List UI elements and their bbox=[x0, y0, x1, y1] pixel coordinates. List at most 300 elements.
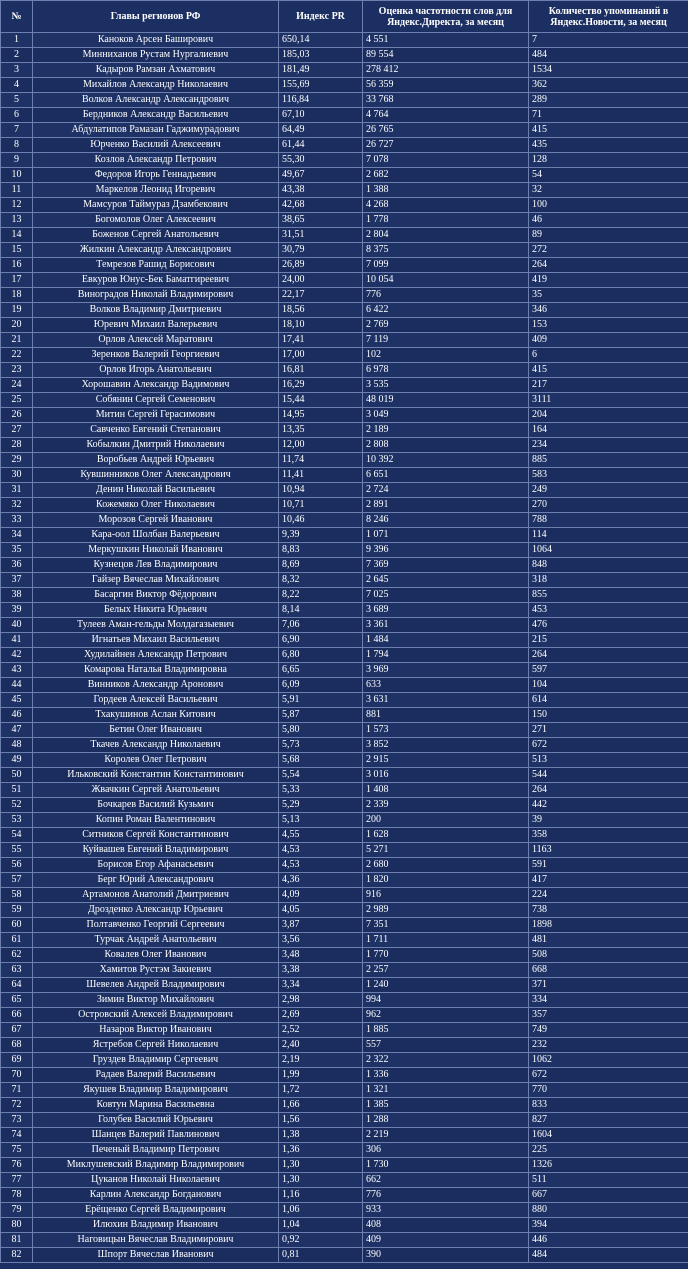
table-row bbox=[1, 783, 688, 798]
cell-name: Мамсуров Таймураз Дзамбекович bbox=[33, 198, 279, 213]
cell-num: 64 bbox=[1, 978, 33, 993]
cell-news-mentions: 224 bbox=[529, 888, 688, 903]
cell-pr-index: 1,30 bbox=[279, 1158, 363, 1173]
cell-news-mentions: 394 bbox=[529, 1218, 688, 1233]
cell-num: 49 bbox=[1, 753, 33, 768]
cell-name: Юрченко Василий Алексеевич bbox=[33, 138, 279, 153]
cell-name: Белых Никита Юрьевич bbox=[33, 603, 279, 618]
cell-frequency: 10 392 bbox=[363, 453, 529, 468]
cell-news-mentions: 249 bbox=[529, 483, 688, 498]
table-row bbox=[1, 153, 688, 168]
cell-pr-index: 3,34 bbox=[279, 978, 363, 993]
cell-name: Орлов Игорь Анатольевич bbox=[33, 363, 279, 378]
cell-news-mentions: 513 bbox=[529, 753, 688, 768]
cell-pr-index: 5,33 bbox=[279, 783, 363, 798]
table-row bbox=[1, 468, 688, 483]
cell-frequency: 1 288 bbox=[363, 1113, 529, 1128]
cell-name: Меркушкин Николай Иванович bbox=[33, 543, 279, 558]
cell-pr-index: 61,44 bbox=[279, 138, 363, 153]
cell-news-mentions: 583 bbox=[529, 468, 688, 483]
cell-num: 38 bbox=[1, 588, 33, 603]
cell-num: 41 bbox=[1, 633, 33, 648]
cell-num: 7 bbox=[1, 123, 33, 138]
cell-frequency: 2 219 bbox=[363, 1128, 529, 1143]
table-row bbox=[1, 1068, 688, 1083]
table-row bbox=[1, 768, 688, 783]
cell-frequency: 306 bbox=[363, 1143, 529, 1158]
cell-pr-index: 4,53 bbox=[279, 843, 363, 858]
cell-pr-index: 0,81 bbox=[279, 1248, 363, 1263]
cell-frequency: 3 631 bbox=[363, 693, 529, 708]
cell-frequency: 4 551 bbox=[363, 33, 529, 48]
cell-pr-index: 10,46 bbox=[279, 513, 363, 528]
cell-name: Маркелов Леонид Игоревич bbox=[33, 183, 279, 198]
cell-name: Игнатьев Михаил Васильевич bbox=[33, 633, 279, 648]
cell-frequency: 776 bbox=[363, 288, 529, 303]
cell-news-mentions: 880 bbox=[529, 1203, 688, 1218]
cell-pr-index: 15,44 bbox=[279, 393, 363, 408]
cell-num: 57 bbox=[1, 873, 33, 888]
cell-num: 75 bbox=[1, 1143, 33, 1158]
cell-pr-index: 8,14 bbox=[279, 603, 363, 618]
cell-news-mentions: 442 bbox=[529, 798, 688, 813]
cell-frequency: 7 099 bbox=[363, 258, 529, 273]
cell-pr-index: 8,32 bbox=[279, 573, 363, 588]
cell-name: Наговицын Вячеслав Владимирович bbox=[33, 1233, 279, 1248]
cell-pr-index: 16,29 bbox=[279, 378, 363, 393]
cell-news-mentions: 232 bbox=[529, 1038, 688, 1053]
cell-num: 32 bbox=[1, 498, 33, 513]
cell-frequency: 3 689 bbox=[363, 603, 529, 618]
table-row bbox=[1, 843, 688, 858]
cell-news-mentions: 334 bbox=[529, 993, 688, 1008]
cell-pr-index: 4,36 bbox=[279, 873, 363, 888]
cell-news-mentions: 7 bbox=[529, 33, 688, 48]
cell-name: Комарова Наталья Владимировна bbox=[33, 663, 279, 678]
cell-num: 6 bbox=[1, 108, 33, 123]
cell-frequency: 7 078 bbox=[363, 153, 529, 168]
cell-pr-index: 4,05 bbox=[279, 903, 363, 918]
cell-news-mentions: 417 bbox=[529, 873, 688, 888]
cell-news-mentions: 234 bbox=[529, 438, 688, 453]
cell-pr-index: 5,54 bbox=[279, 768, 363, 783]
cell-name: Кузнецов Лев Владимирович bbox=[33, 558, 279, 573]
cell-news-mentions: 357 bbox=[529, 1008, 688, 1023]
cell-num: 12 bbox=[1, 198, 33, 213]
cell-name: Кувшинников Олег Александрович bbox=[33, 468, 279, 483]
cell-num: 80 bbox=[1, 1218, 33, 1233]
cell-frequency: 916 bbox=[363, 888, 529, 903]
cell-name: Тхакушинов Аслан Китович bbox=[33, 708, 279, 723]
cell-frequency: 2 891 bbox=[363, 498, 529, 513]
table-row bbox=[1, 888, 688, 903]
cell-name: Кожемяко Олег Николаевич bbox=[33, 498, 279, 513]
cell-name: Шанцев Валерий Павлинович bbox=[33, 1128, 279, 1143]
cell-name: Кара-оол Шолбан Валерьевич bbox=[33, 528, 279, 543]
header-freq: Оценка частотности слов для Яндекс.Директа, за месяц bbox=[363, 1, 529, 33]
table-row bbox=[1, 813, 688, 828]
cell-name: Ястребов Сергей Николаевич bbox=[33, 1038, 279, 1053]
table-row bbox=[1, 708, 688, 723]
table-row bbox=[1, 993, 688, 1008]
table-row bbox=[1, 1038, 688, 1053]
table-row bbox=[1, 1023, 688, 1038]
cell-num: 62 bbox=[1, 948, 33, 963]
cell-pr-index: 17,41 bbox=[279, 333, 363, 348]
cell-news-mentions: 788 bbox=[529, 513, 688, 528]
cell-num: 10 bbox=[1, 168, 33, 183]
cell-pr-index: 6,09 bbox=[279, 678, 363, 693]
cell-pr-index: 5,73 bbox=[279, 738, 363, 753]
cell-pr-index: 10,71 bbox=[279, 498, 363, 513]
table-row bbox=[1, 333, 688, 348]
cell-num: 36 bbox=[1, 558, 33, 573]
cell-pr-index: 22,17 bbox=[279, 288, 363, 303]
cell-pr-index: 55,30 bbox=[279, 153, 363, 168]
cell-pr-index: 185,03 bbox=[279, 48, 363, 63]
cell-frequency: 3 361 bbox=[363, 618, 529, 633]
cell-frequency: 4 268 bbox=[363, 198, 529, 213]
cell-pr-index: 3,48 bbox=[279, 948, 363, 963]
cell-frequency: 1 336 bbox=[363, 1068, 529, 1083]
table-row bbox=[1, 1143, 688, 1158]
cell-frequency: 102 bbox=[363, 348, 529, 363]
cell-num: 18 bbox=[1, 288, 33, 303]
cell-num: 79 bbox=[1, 1203, 33, 1218]
cell-news-mentions: 481 bbox=[529, 933, 688, 948]
cell-name: Бочкарев Василий Кузьмич bbox=[33, 798, 279, 813]
cell-frequency: 1 408 bbox=[363, 783, 529, 798]
cell-pr-index: 11,74 bbox=[279, 453, 363, 468]
table-row bbox=[1, 513, 688, 528]
cell-num: 69 bbox=[1, 1053, 33, 1068]
cell-news-mentions: 453 bbox=[529, 603, 688, 618]
cell-pr-index: 650,14 bbox=[279, 33, 363, 48]
cell-pr-index: 8,69 bbox=[279, 558, 363, 573]
cell-pr-index: 38,65 bbox=[279, 213, 363, 228]
cell-frequency: 3 016 bbox=[363, 768, 529, 783]
cell-pr-index: 2,98 bbox=[279, 993, 363, 1008]
cell-name: Шевелев Андрей Владимирович bbox=[33, 978, 279, 993]
cell-news-mentions: 476 bbox=[529, 618, 688, 633]
table-row bbox=[1, 1098, 688, 1113]
cell-name: Куйвашев Евгений Владимирович bbox=[33, 843, 279, 858]
table-row bbox=[1, 273, 688, 288]
cell-num: 43 bbox=[1, 663, 33, 678]
cell-news-mentions: 104 bbox=[529, 678, 688, 693]
cell-name: Евкуров Юнус-Бек Баматгиреевич bbox=[33, 273, 279, 288]
cell-news-mentions: 318 bbox=[529, 573, 688, 588]
cell-name: Назаров Виктор Иванович bbox=[33, 1023, 279, 1038]
cell-num: 4 bbox=[1, 78, 33, 93]
table-row bbox=[1, 408, 688, 423]
cell-pr-index: 8,22 bbox=[279, 588, 363, 603]
cell-num: 46 bbox=[1, 708, 33, 723]
table-row bbox=[1, 1233, 688, 1248]
cell-pr-index: 6,65 bbox=[279, 663, 363, 678]
cell-num: 15 bbox=[1, 243, 33, 258]
cell-frequency: 33 768 bbox=[363, 93, 529, 108]
cell-frequency: 1 770 bbox=[363, 948, 529, 963]
cell-frequency: 3 852 bbox=[363, 738, 529, 753]
cell-name: Воробьев Андрей Юрьевич bbox=[33, 453, 279, 468]
cell-name: Полтавченко Георгий Сергеевич bbox=[33, 918, 279, 933]
header-num: № bbox=[1, 1, 33, 33]
cell-num: 19 bbox=[1, 303, 33, 318]
cell-frequency: 1 730 bbox=[363, 1158, 529, 1173]
cell-frequency: 7 351 bbox=[363, 918, 529, 933]
cell-name: Жвачкин Сергей Анатольевич bbox=[33, 783, 279, 798]
cell-name: Радаев Валерий Васильевич bbox=[33, 1068, 279, 1083]
cell-news-mentions: 272 bbox=[529, 243, 688, 258]
table-row bbox=[1, 1128, 688, 1143]
cell-frequency: 2 808 bbox=[363, 438, 529, 453]
cell-news-mentions: 672 bbox=[529, 1068, 688, 1083]
cell-name: Михайлов Александр Николаевич bbox=[33, 78, 279, 93]
cell-frequency: 1 484 bbox=[363, 633, 529, 648]
cell-num: 81 bbox=[1, 1233, 33, 1248]
cell-news-mentions: 409 bbox=[529, 333, 688, 348]
cell-name: Кобылкин Дмитрий Николаевич bbox=[33, 438, 279, 453]
cell-pr-index: 42,68 bbox=[279, 198, 363, 213]
cell-frequency: 6 422 bbox=[363, 303, 529, 318]
cell-num: 68 bbox=[1, 1038, 33, 1053]
cell-news-mentions: 89 bbox=[529, 228, 688, 243]
table-row bbox=[1, 873, 688, 888]
cell-news-mentions: 225 bbox=[529, 1143, 688, 1158]
cell-news-mentions: 484 bbox=[529, 48, 688, 63]
cell-news-mentions: 71 bbox=[529, 108, 688, 123]
cell-num: 65 bbox=[1, 993, 33, 1008]
cell-name: Бетин Олег Иванович bbox=[33, 723, 279, 738]
cell-pr-index: 4,55 bbox=[279, 828, 363, 843]
cell-num: 37 bbox=[1, 573, 33, 588]
cell-pr-index: 4,09 bbox=[279, 888, 363, 903]
cell-pr-index: 8,83 bbox=[279, 543, 363, 558]
cell-news-mentions: 270 bbox=[529, 498, 688, 513]
cell-frequency: 4 764 bbox=[363, 108, 529, 123]
cell-num: 8 bbox=[1, 138, 33, 153]
cell-frequency: 1 388 bbox=[363, 183, 529, 198]
cell-frequency: 2 339 bbox=[363, 798, 529, 813]
cell-news-mentions: 153 bbox=[529, 318, 688, 333]
table-row bbox=[1, 633, 688, 648]
cell-news-mentions: 150 bbox=[529, 708, 688, 723]
cell-pr-index: 64,49 bbox=[279, 123, 363, 138]
cell-frequency: 6 978 bbox=[363, 363, 529, 378]
cell-frequency: 2 680 bbox=[363, 858, 529, 873]
cell-frequency: 962 bbox=[363, 1008, 529, 1023]
cell-name: Богомолов Олег Алексеевич bbox=[33, 213, 279, 228]
cell-name: Груздев Владимир Сергеевич bbox=[33, 1053, 279, 1068]
cell-name: Дрозденко Александр Юрьевич bbox=[33, 903, 279, 918]
cell-pr-index: 3,38 bbox=[279, 963, 363, 978]
cell-news-mentions: 827 bbox=[529, 1113, 688, 1128]
cell-news-mentions: 362 bbox=[529, 78, 688, 93]
cell-num: 74 bbox=[1, 1128, 33, 1143]
cell-news-mentions: 415 bbox=[529, 363, 688, 378]
cell-frequency: 2 257 bbox=[363, 963, 529, 978]
cell-num: 78 bbox=[1, 1188, 33, 1203]
cell-name: Артамонов Анатолий Дмитриевич bbox=[33, 888, 279, 903]
table-row bbox=[1, 663, 688, 678]
cell-pr-index: 5,29 bbox=[279, 798, 363, 813]
table-row bbox=[1, 723, 688, 738]
cell-num: 58 bbox=[1, 888, 33, 903]
cell-news-mentions: 35 bbox=[529, 288, 688, 303]
table-row bbox=[1, 618, 688, 633]
cell-frequency: 2 804 bbox=[363, 228, 529, 243]
table-row bbox=[1, 648, 688, 663]
cell-num: 23 bbox=[1, 363, 33, 378]
cell-news-mentions: 346 bbox=[529, 303, 688, 318]
cell-pr-index: 5,91 bbox=[279, 693, 363, 708]
table-row bbox=[1, 258, 688, 273]
cell-name: Ткачев Александр Николаевич bbox=[33, 738, 279, 753]
cell-num: 54 bbox=[1, 828, 33, 843]
table-row bbox=[1, 603, 688, 618]
cell-num: 31 bbox=[1, 483, 33, 498]
cell-frequency: 8 246 bbox=[363, 513, 529, 528]
cell-news-mentions: 1534 bbox=[529, 63, 688, 78]
cell-news-mentions: 419 bbox=[529, 273, 688, 288]
table-row bbox=[1, 138, 688, 153]
cell-num: 70 bbox=[1, 1068, 33, 1083]
table-row bbox=[1, 948, 688, 963]
cell-num: 39 bbox=[1, 603, 33, 618]
cell-name: Савченко Евгений Степанович bbox=[33, 423, 279, 438]
cell-pr-index: 1,30 bbox=[279, 1173, 363, 1188]
cell-pr-index: 6,90 bbox=[279, 633, 363, 648]
cell-frequency: 8 375 bbox=[363, 243, 529, 258]
cell-name: Карлин Александр Богданович bbox=[33, 1188, 279, 1203]
cell-pr-index: 1,06 bbox=[279, 1203, 363, 1218]
table-row bbox=[1, 528, 688, 543]
cell-frequency: 1 573 bbox=[363, 723, 529, 738]
cell-news-mentions: 855 bbox=[529, 588, 688, 603]
cell-num: 2 bbox=[1, 48, 33, 63]
cell-pr-index: 2,52 bbox=[279, 1023, 363, 1038]
cell-news-mentions: 264 bbox=[529, 648, 688, 663]
cell-num: 48 bbox=[1, 738, 33, 753]
table-row bbox=[1, 918, 688, 933]
cell-num: 11 bbox=[1, 183, 33, 198]
table-row bbox=[1, 1188, 688, 1203]
cell-name: Кадыров Рамзан Ахматович bbox=[33, 63, 279, 78]
cell-news-mentions: 114 bbox=[529, 528, 688, 543]
cell-news-mentions: 1326 bbox=[529, 1158, 688, 1173]
cell-num: 77 bbox=[1, 1173, 33, 1188]
cell-frequency: 48 019 bbox=[363, 393, 529, 408]
cell-num: 34 bbox=[1, 528, 33, 543]
header-name: Главы регионов РФ bbox=[33, 1, 279, 33]
table-row bbox=[1, 558, 688, 573]
cell-pr-index: 5,13 bbox=[279, 813, 363, 828]
cell-num: 35 bbox=[1, 543, 33, 558]
cell-news-mentions: 511 bbox=[529, 1173, 688, 1188]
cell-num: 16 bbox=[1, 258, 33, 273]
cell-pr-index: 10,94 bbox=[279, 483, 363, 498]
cell-pr-index: 1,04 bbox=[279, 1218, 363, 1233]
table-row bbox=[1, 213, 688, 228]
cell-pr-index: 6,80 bbox=[279, 648, 363, 663]
cell-name: Худилайнен Александр Петрович bbox=[33, 648, 279, 663]
cell-num: 61 bbox=[1, 933, 33, 948]
cell-news-mentions: 544 bbox=[529, 768, 688, 783]
cell-pr-index: 1,99 bbox=[279, 1068, 363, 1083]
cell-news-mentions: 3111 bbox=[529, 393, 688, 408]
cell-pr-index: 7,06 bbox=[279, 618, 363, 633]
table-row bbox=[1, 738, 688, 753]
cell-frequency: 1 240 bbox=[363, 978, 529, 993]
cell-name: Бердников Александр Васильевич bbox=[33, 108, 279, 123]
table-row bbox=[1, 1173, 688, 1188]
cell-name: Голубев Василий Юрьевич bbox=[33, 1113, 279, 1128]
table-row bbox=[1, 303, 688, 318]
cell-news-mentions: 371 bbox=[529, 978, 688, 993]
cell-name: Винников Александр Аронович bbox=[33, 678, 279, 693]
cell-frequency: 1 885 bbox=[363, 1023, 529, 1038]
cell-news-mentions: 591 bbox=[529, 858, 688, 873]
table-row bbox=[1, 198, 688, 213]
cell-news-mentions: 749 bbox=[529, 1023, 688, 1038]
cell-news-mentions: 100 bbox=[529, 198, 688, 213]
cell-frequency: 2 989 bbox=[363, 903, 529, 918]
cell-frequency: 7 025 bbox=[363, 588, 529, 603]
cell-name: Виноградов Николай Владимирович bbox=[33, 288, 279, 303]
cell-num: 53 bbox=[1, 813, 33, 828]
cell-num: 72 bbox=[1, 1098, 33, 1113]
cell-pr-index: 12,00 bbox=[279, 438, 363, 453]
cell-news-mentions: 885 bbox=[529, 453, 688, 468]
cell-pr-index: 31,51 bbox=[279, 228, 363, 243]
table-row bbox=[1, 33, 688, 48]
cell-name: Ситников Сергей Константинович bbox=[33, 828, 279, 843]
cell-num: 40 bbox=[1, 618, 33, 633]
cell-frequency: 7 369 bbox=[363, 558, 529, 573]
cell-num: 52 bbox=[1, 798, 33, 813]
table-row bbox=[1, 378, 688, 393]
cell-name: Ковалев Олег Иванович bbox=[33, 948, 279, 963]
cell-pr-index: 3,87 bbox=[279, 918, 363, 933]
cell-num: 28 bbox=[1, 438, 33, 453]
cell-pr-index: 5,87 bbox=[279, 708, 363, 723]
cell-name: Минниханов Рустам Нургалиевич bbox=[33, 48, 279, 63]
table-row bbox=[1, 63, 688, 78]
cell-frequency: 881 bbox=[363, 708, 529, 723]
cell-frequency: 390 bbox=[363, 1248, 529, 1263]
cell-frequency: 200 bbox=[363, 813, 529, 828]
cell-frequency: 557 bbox=[363, 1038, 529, 1053]
cell-name: Турчак Андрей Анатольевич bbox=[33, 933, 279, 948]
table-row bbox=[1, 1218, 688, 1233]
cell-name: Зеренков Валерий Георгиевич bbox=[33, 348, 279, 363]
cell-name: Орлов Алексей Маратович bbox=[33, 333, 279, 348]
cell-pr-index: 2,40 bbox=[279, 1038, 363, 1053]
cell-pr-index: 18,10 bbox=[279, 318, 363, 333]
cell-name: Шпорт Вячеслав Иванович bbox=[33, 1248, 279, 1263]
table-row bbox=[1, 498, 688, 513]
cell-name: Борисов Егор Афанасьевич bbox=[33, 858, 279, 873]
cell-name: Гайзер Вячеслав Михайлович bbox=[33, 573, 279, 588]
cell-pr-index: 5,80 bbox=[279, 723, 363, 738]
cell-name: Юревич Михаил Валерьевич bbox=[33, 318, 279, 333]
table-row bbox=[1, 393, 688, 408]
cell-pr-index: 0,92 bbox=[279, 1233, 363, 1248]
table-row bbox=[1, 78, 688, 93]
cell-frequency: 3 049 bbox=[363, 408, 529, 423]
table-row bbox=[1, 243, 688, 258]
